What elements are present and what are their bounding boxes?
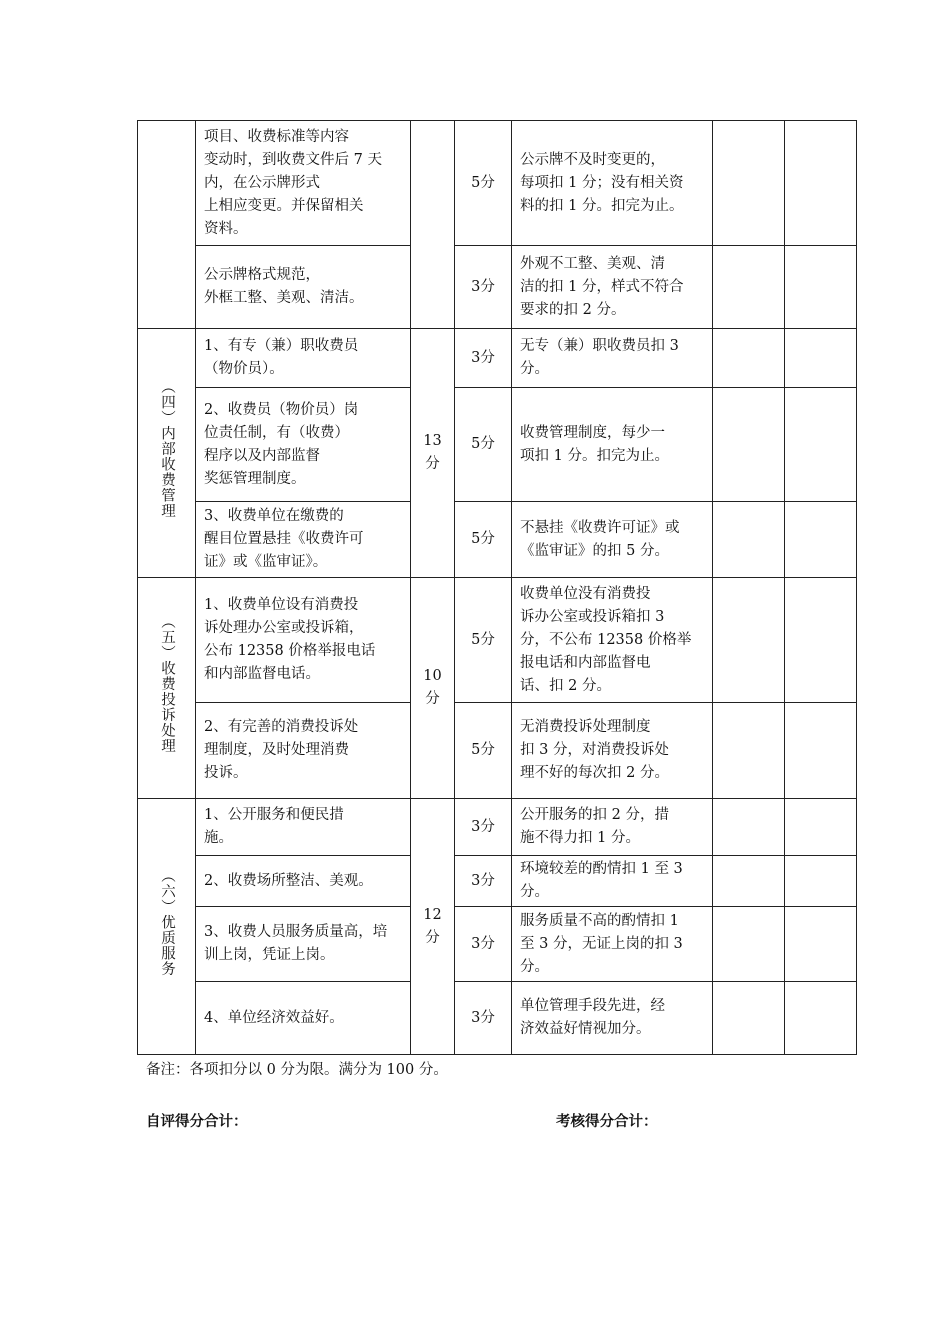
item-content: 2、收费场所整洁、美观。	[196, 856, 411, 907]
section-total: 12 分	[411, 799, 455, 1055]
deduction-criteria: 外观不工整、美观、清 洁的扣 1 分，样式不符合 要求的扣 2 分。	[512, 246, 713, 329]
table-row	[138, 907, 857, 982]
item-content: 3、收费单位在缴费的 醒目位置悬挂《收费许可 证》或《监审证》。	[196, 502, 411, 578]
deduction-criteria: 单位管理手段先进，经 济效益好情视加分。	[512, 982, 713, 1055]
item-content: 2、收费员（物价员）岗 位责任制，有（收费） 程序以及内部监督 奖惩管理制度。	[196, 388, 411, 502]
item-points: 5分	[455, 388, 512, 502]
item-content: 1、公开服务和便民措 施。	[196, 799, 411, 856]
review-score-cell[interactable]	[785, 246, 857, 329]
section-total	[411, 121, 455, 329]
item-points: 5分	[455, 502, 512, 578]
item-points: 3分	[455, 799, 512, 856]
item-content: 公示牌格式规范， 外框工整、美观、清洁。	[196, 246, 411, 329]
table-row	[138, 856, 857, 907]
section-total: 13 分	[411, 329, 455, 578]
deduction-criteria: 服务质量不高的酌情扣 1 至 3 分，无证上岗的扣 3 分。	[512, 907, 713, 982]
section-total: 10 分	[411, 578, 455, 799]
review-score-cell[interactable]	[785, 856, 857, 907]
item-points: 3分	[455, 246, 512, 329]
review-score-cell[interactable]	[785, 502, 857, 578]
item-points: 3分	[455, 982, 512, 1055]
table-row	[138, 329, 857, 388]
item-content: 1、有专（兼）职收费员 （物价员）。	[196, 329, 411, 388]
review-score-total-label: 考核得分合计：	[556, 1114, 658, 1130]
review-score-cell[interactable]	[785, 799, 857, 856]
item-content: 1、收费单位设有消费投 诉处理办公室或投诉箱， 公布 12358 价格举报电话 和内部监督电话。	[196, 578, 411, 703]
table-row	[138, 982, 857, 1055]
self-score-cell[interactable]	[713, 703, 785, 799]
table-row	[138, 799, 857, 856]
deduction-criteria: 无专（兼）职收费员扣 3 分。	[512, 329, 713, 388]
deduction-criteria: 公示牌不及时变更的， 每项扣 1 分；没有相关资 料的扣 1 分。扣完为止。	[512, 121, 713, 246]
item-points: 3分	[455, 329, 512, 388]
footnote: 备注：各项扣分以 0 分为限。满分为 100 分。	[146, 1062, 448, 1078]
deduction-criteria: 收费管理制度，每少一 项扣 1 分。扣完为止。	[512, 388, 713, 502]
review-score-cell[interactable]	[785, 388, 857, 502]
table-row	[138, 578, 857, 703]
deduction-criteria: 环境较差的酌情扣 1 至 3 分。	[512, 856, 713, 907]
item-content: 项目、收费标准等内容 变动时，到收费文件后 7 天 内，在公示牌形式 上相应变更。并保留相关 资料。	[196, 121, 411, 246]
review-score-cell[interactable]	[785, 578, 857, 703]
self-score-cell[interactable]	[713, 502, 785, 578]
scoring-table	[137, 120, 857, 1055]
self-score-cell[interactable]	[713, 578, 785, 703]
self-score-cell[interactable]	[713, 799, 785, 856]
deduction-criteria: 不悬挂《收费许可证》或 《监审证》的扣 5 分。	[512, 502, 713, 578]
table-row	[138, 388, 857, 502]
self-score-cell[interactable]	[713, 856, 785, 907]
table-row	[138, 703, 857, 799]
item-points: 3分	[455, 907, 512, 982]
deduction-criteria: 无消费投诉处理制度 扣 3 分，对消费投诉处 理不好的每次扣 2 分。	[512, 703, 713, 799]
table-row	[138, 121, 857, 246]
item-points: 5分	[455, 703, 512, 799]
self-score-cell[interactable]	[713, 246, 785, 329]
review-score-cell[interactable]	[785, 703, 857, 799]
self-score-cell[interactable]	[713, 388, 785, 502]
table-row	[138, 246, 857, 329]
review-score-cell[interactable]	[785, 329, 857, 388]
category-cell	[138, 121, 196, 329]
self-score-cell[interactable]	[713, 329, 785, 388]
item-content: 2、有完善的消费投诉处 理制度，及时处理消费 投诉。	[196, 703, 411, 799]
category-cell: （四）内部收费管理	[138, 329, 196, 578]
item-points: 3分	[455, 856, 512, 907]
category-cell: （六）优质服务	[138, 799, 196, 1055]
item-content: 4、单位经济效益好。	[196, 982, 411, 1055]
item-content: 3、收费人员服务质量高，培 训上岗，凭证上岗。	[196, 907, 411, 982]
category-cell: （五）收费投诉处理	[138, 578, 196, 799]
item-points: 5分	[455, 121, 512, 246]
review-score-cell[interactable]	[785, 982, 857, 1055]
self-score-cell[interactable]	[713, 121, 785, 246]
self-score-cell[interactable]	[713, 982, 785, 1055]
deduction-criteria: 公开服务的扣 2 分，措 施不得力扣 1 分。	[512, 799, 713, 856]
review-score-cell[interactable]	[785, 121, 857, 246]
review-score-cell[interactable]	[785, 907, 857, 982]
self-score-cell[interactable]	[713, 907, 785, 982]
self-score-total-label: 自评得分合计：	[146, 1114, 248, 1130]
deduction-criteria: 收费单位没有消费投 诉办公室或投诉箱扣 3 分，不公布 12358 价格举 报电话和内部监督电 话、扣 2 分。	[512, 578, 713, 703]
table-row	[138, 502, 857, 578]
item-points: 5分	[455, 578, 512, 703]
